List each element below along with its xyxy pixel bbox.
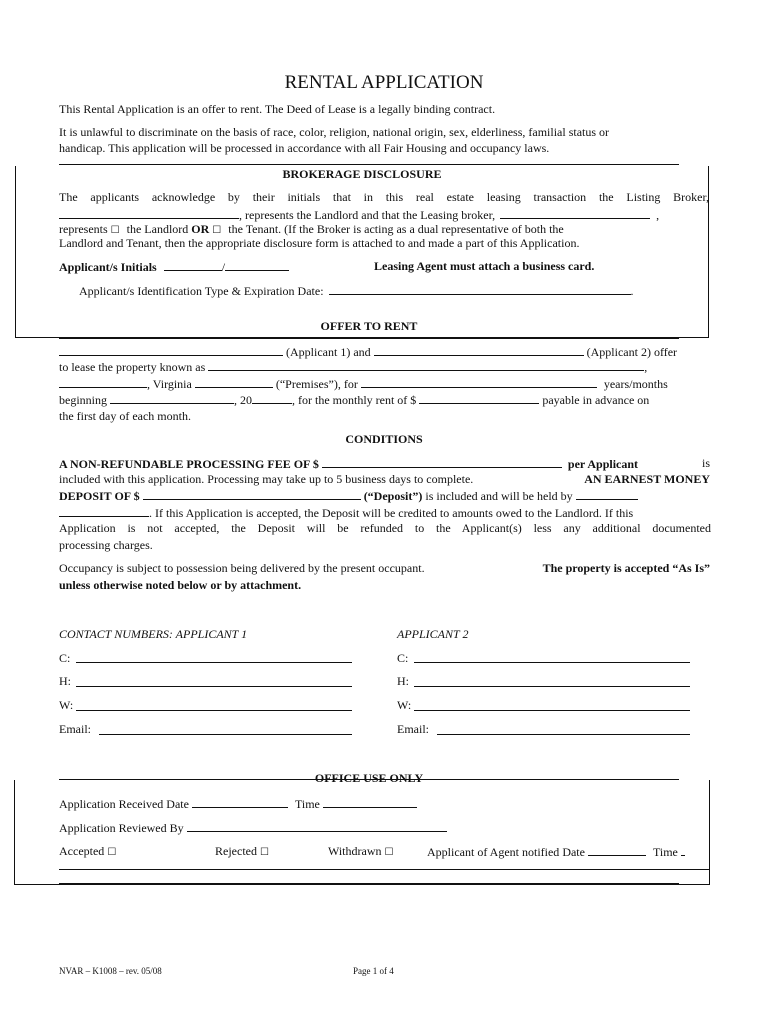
intro-line-2: It is unlawful to discriminate on the basis of race, color, religion, national origin, sex, elderliness, familial status or [59,125,610,139]
processing-fee-line: A NON-REFUNDABLE PROCESSING FEE OF $ per Applicant is [59,456,710,471]
deposit-holder-field[interactable] [576,487,638,500]
office-notes-line-1[interactable] [59,869,710,870]
city-field[interactable] [59,375,147,388]
conditions-line-2: included with this application. Processing may take up to 5 business days to complete. AN EARNEST MONEY [59,472,710,486]
contact-heading-applicant-1: CONTACT NUMBERS: APPLICANT 1 [59,627,248,641]
cell-field-applicant-1[interactable] [76,662,352,663]
initials-field-2[interactable] [225,258,289,271]
conditions-line-6: processing charges. [59,538,153,552]
contact-heading-applicant-2: APPLICANT 2 [397,627,469,641]
initials-field-1[interactable] [164,258,222,271]
initials-row: Applicant/s Initials / [59,258,289,275]
brokerage-line-3: represents ☐ the Landlord OR ☐ the Tenant. (If the Broker is acting as a dual representative of both the [59,222,564,236]
identification-row: Applicant/s Identification Type & Expiration Date: . [79,284,634,298]
landlord-checkbox[interactable]: ☐ [110,225,120,236]
notified-date-field[interactable] [588,843,646,856]
home-field-applicant-1[interactable] [76,686,352,687]
processing-fee-field[interactable] [322,455,562,468]
received-date-field[interactable] [192,795,288,808]
conditions-line-5: Application is not accepted, the Deposit will be refunded to the Applicant(s) less any additional documented [59,521,711,535]
occupancy-line-1: Occupancy is subject to possession being delivered by the present occupant. The property is accepted “As Is” [59,561,710,575]
leasing-agent-note: Leasing Agent must attach a business card. [374,259,595,273]
contact-email-applicant-2: Email: [397,722,429,736]
offer-line-4: beginning , 20 , for the monthly rent of $ payable in advance on [59,393,650,407]
tenant-checkbox[interactable]: ☐ [212,225,222,236]
contact-cell-applicant-1: C: [59,651,71,665]
home-field-applicant-2[interactable] [414,686,690,687]
email-field-applicant-1[interactable] [99,734,352,735]
offer-line-1: (Applicant 1) and (Applicant 2) offer [59,343,677,360]
contact-work-applicant-1: W: [59,698,74,712]
offer-heading: OFFER TO RENT [320,319,418,333]
rejected-option: Rejected ☐ [215,844,269,858]
monthly-rent-field[interactable] [419,391,539,404]
listing-broker-field[interactable] [59,206,239,219]
conditions-line-3: DEPOSIT OF $ (“Deposit”) is included and will be held by [59,487,638,504]
deposit-holder-field-continued[interactable] [59,504,149,517]
brokerage-heading: BROKERAGE DISCLOSURE [282,167,442,181]
beginning-year-field[interactable] [252,391,292,404]
intro-line-1: This Rental Application is an offer to rent. The Deed of Lease is a legally binding contract. [59,102,496,116]
property-address-field[interactable] [208,358,644,371]
cell-field-applicant-2[interactable] [414,662,690,663]
applicant-1-name-field[interactable] [59,343,283,356]
received-time-field[interactable] [323,795,417,808]
intro-divider [59,164,679,165]
intro-line-3: handicap. This application will be processed in accordance with all Fair Housing and occupancy laws. [59,141,550,155]
conditions-heading: CONDITIONS [345,432,423,446]
notified-row: Applicant of Agent notified Date Time [427,843,685,860]
conditions-line-4: . If this Application is accepted, the Deposit will be credited to amounts owed to the Landlord. If this [59,504,633,521]
withdrawn-checkbox[interactable]: ☐ [384,847,394,858]
work-field-applicant-1[interactable] [76,710,352,711]
contact-home-applicant-1: H: [59,674,71,688]
contact-work-applicant-2: W: [397,698,412,712]
contact-home-applicant-2: H: [397,674,409,688]
occupancy-line-2: unless otherwise noted below or by attachment. [59,578,302,592]
contact-cell-applicant-2: C: [397,651,409,665]
form-id: NVAR – K1008 – rev. 05/08 [59,966,162,976]
reviewed-by-field[interactable] [187,819,447,832]
status-row: Accepted ☐ [59,844,117,858]
office-heading: OFFICE USE ONLY [314,771,424,785]
offer-line-3: , Virginia (“Premises”), for years/months [59,375,668,392]
reviewed-row: Application Reviewed By [59,819,447,836]
earnest-deposit-field[interactable] [143,487,361,500]
identification-field[interactable] [329,282,631,295]
received-row: Application Received Date Time [59,795,417,812]
beginning-date-field[interactable] [110,391,234,404]
leasing-broker-field[interactable] [500,206,650,219]
zip-field[interactable] [195,375,273,388]
office-notes-line-2[interactable] [59,883,679,884]
offer-line-5: the first day of each month. [59,409,191,423]
work-field-applicant-2[interactable] [414,710,690,711]
lease-term-field[interactable] [361,375,597,388]
contact-email-applicant-1: Email: [59,722,91,736]
withdrawn-option: Withdrawn ☐ [328,844,394,858]
rejected-checkbox[interactable]: ☐ [259,847,269,858]
accepted-checkbox[interactable]: ☐ [107,847,117,858]
notified-time-field[interactable] [681,843,685,856]
page-number: Page 1 of 4 [353,966,394,976]
offer-divider [59,338,679,339]
page-title: RENTAL APPLICATION [284,72,484,93]
applicant-2-name-field[interactable] [374,343,584,356]
brokerage-line-4: Landlord and Tenant, then the appropriate disclosure form is attached to and made a part of this Application. [59,236,580,250]
brokerage-line-2: , represents the Landlord and that the Leasing broker, , [59,206,659,223]
offer-line-2: to lease the property known as , [59,360,648,374]
brokerage-line-1: The applicants acknowledge by their initials that in this real estate leasing transaction the Listing Broker, [59,190,709,204]
email-field-applicant-2[interactable] [437,734,690,735]
